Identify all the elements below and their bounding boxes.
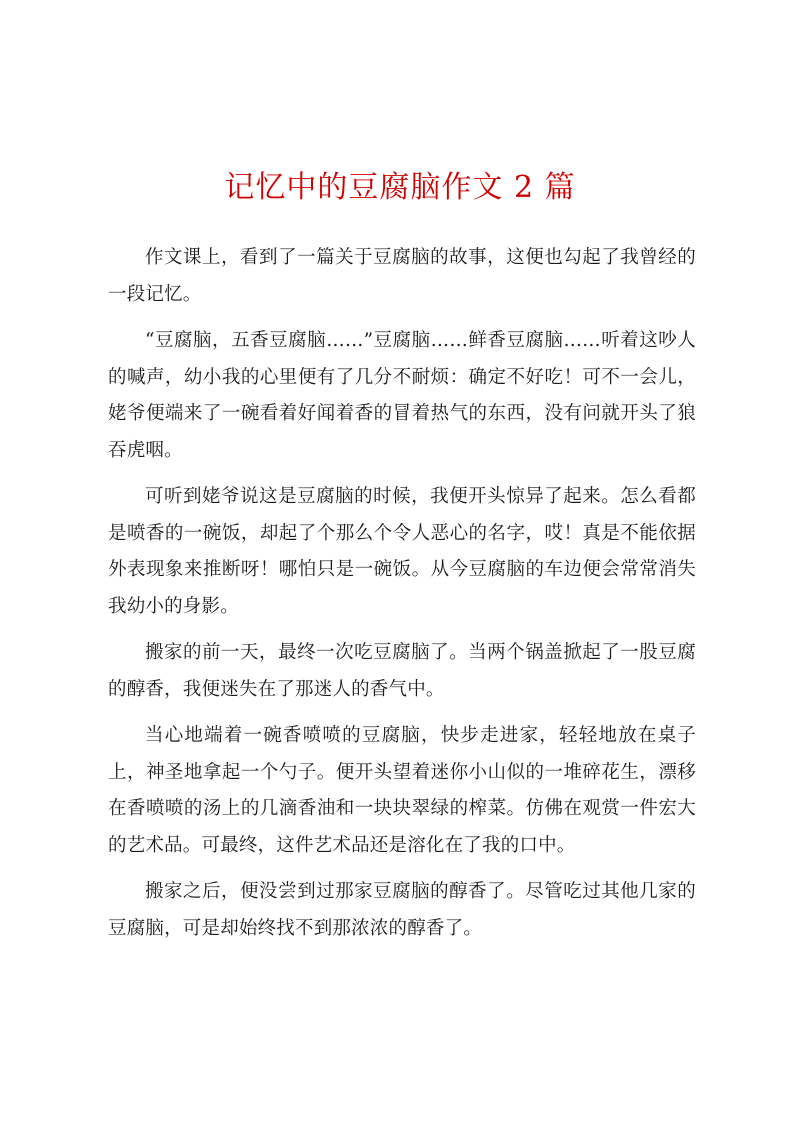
- paragraph-4: 搬家的前一天，最终一次吃豆腐脑了。当两个锅盖掀起了一股豆腐的醇香，我便迷失在了那迷人的香气中。: [108, 642, 696, 700]
- paragraph-2: “豆腐脑，五香豆腐脑……”豆腐脑……鲜香豆腐脑……听着这吵人的喊声，幼小我的心里便有了几分不耐烦：确定不好吃！可不一会儿，姥爷便端来了一碗看着好闻着香的冒着热气的东西，没有问就开头了狼吞虎咽。: [108, 330, 696, 461]
- paragraph-6: 搬家之后，便没尝到过那家豆腐脑的醇香了。尽管吃过其他几家的豆腐脑，可是却始终找不到那浓浓的醇香了。: [108, 881, 696, 939]
- paragraph-3: 可听到姥爷说这是豆腐脑的时候，我便开头惊异了起来。怎么看都是喷香的一碗饭，却起了个那么个令人恶心的名字，哎！真是不能依据外表现象来推断呀！哪怕只是一碗饭。从今豆腐脑的车边便会常常消失我幼小的身影。: [108, 486, 696, 617]
- paragraph-5: 当心地端着一碗香喷喷的豆腐脑，快步走进家，轻轻地放在桌子上，神圣地拿起一个勺子。便开头望着迷你小山似的一堆碎花生，漂移在香喷喷的汤上的几滴香油和一块块翠绿的榨菜。仿佛在观赏一件宏大的艺术品。可最终，这件艺术品还是溶化在了我的口中。: [108, 725, 696, 856]
- document-title: 记忆中的豆腐脑作文 2 篇: [224, 170, 576, 205]
- paragraph-1: 作文课上，看到了一篇关于豆腐脑的故事，这便也勾起了我曾经的一段记忆。: [108, 247, 696, 305]
- document-body: [108, 240, 696, 957]
